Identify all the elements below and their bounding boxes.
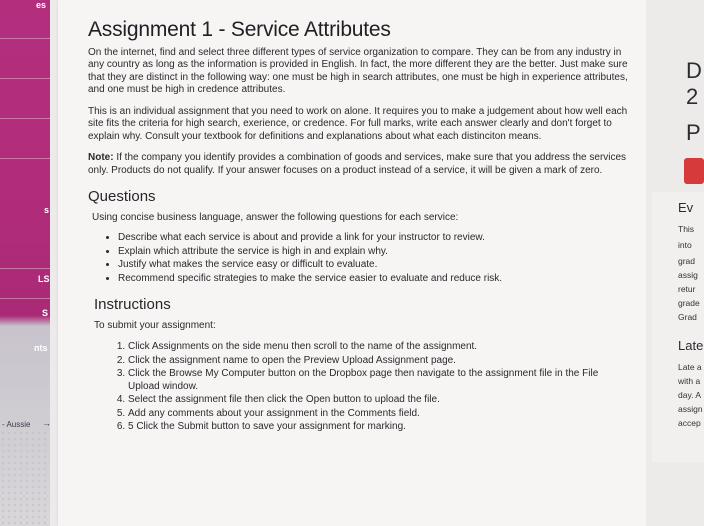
instruction-step: 4. Select the assignment file then click the Open button to upload the file. xyxy=(128,394,628,407)
sidebar-divider xyxy=(0,158,50,159)
right-big-letter: D xyxy=(686,58,702,83)
sidebar-item-ls[interactable]: LS xyxy=(38,274,50,284)
question-item: • Justify what makes the service easy or difficult to evaluate. xyxy=(118,259,628,272)
evaluation-line: into xyxy=(678,240,692,250)
sidebar-item-s[interactable]: s xyxy=(44,205,50,215)
instruction-step: 1. Click Assignments on the side menu then scroll to the name of the assignment. xyxy=(128,341,628,354)
note-text: If the company you identify provides a combination of goods and services, make sure that you address the services only. Products do not qualify. If your answer focuses on a product instead of a service, it will be given a mark of zero. xyxy=(88,152,627,176)
instructions-intro: To submit your assignment: xyxy=(94,319,216,331)
page-title: Assignment 1 - Service Attributes xyxy=(88,18,391,41)
sidebar-item-nts[interactable]: nts xyxy=(34,343,48,353)
note-label: Note: xyxy=(88,152,114,163)
instructions-steps xyxy=(98,341,628,434)
right-panel xyxy=(646,0,704,526)
question-item: • Recommend specific strategies to make the service easier to evaluate and reduce risk. xyxy=(118,273,628,286)
evaluation-line: This xyxy=(678,224,695,234)
intro-paragraph-1: On the internet, find and select three different types of service organization to compare. They can be from any industry in any country as long as the information is provided in English. In fact, the more different they are the better. Just make sure that they are distinct in the following way: one must be high in search attributes, one must be high in experience attributes, and one must be high in credence attributes. xyxy=(88,46,628,95)
instruction-step: 6. 5 Click the Submit button to save your assignment for marking. xyxy=(128,421,628,434)
sidebar-divider xyxy=(0,118,50,119)
evaluation-line: Grad xyxy=(678,312,697,322)
sidebar-divider xyxy=(0,268,50,269)
sidebar-item-es[interactable]: es xyxy=(36,0,47,10)
arrow-right-icon[interactable]: → xyxy=(42,418,51,428)
questions-heading: Questions xyxy=(88,188,156,205)
left-sidebar xyxy=(0,0,50,526)
instruction-step: 3. Click the Browse My Computer button on the Dropbox page then navigate to the assignment file in the File Upload window. xyxy=(128,368,628,393)
question-item: • Explain which attribute the service is high in and explain why. xyxy=(118,246,628,259)
right-big-letter: P xyxy=(686,120,701,145)
assignment-page xyxy=(58,0,646,526)
late-heading: Late xyxy=(678,338,704,353)
evaluation-line: assig xyxy=(678,270,698,280)
sidebar-divider xyxy=(0,38,50,39)
right-action-button[interactable] xyxy=(684,158,704,184)
intro-paragraph-2: This is an individual assignment that you need to work on alone. It requires you to make a judgement about how well each site fits the criteria for high search, exerience, or credence. For full marks, write each answer clearly and don't forget to explain why. Consult your textbook for definitions and explanations about what each distinciton means. xyxy=(88,105,628,142)
right-big-letter: 2 xyxy=(686,84,699,109)
instructions-heading: Instructions xyxy=(94,296,171,313)
late-line: Late a xyxy=(678,362,702,372)
sidebar-item-s2[interactable]: S xyxy=(42,308,49,318)
note-paragraph xyxy=(88,152,628,177)
questions-list xyxy=(88,232,628,285)
evaluation-line: retur xyxy=(678,284,696,294)
late-line: with a xyxy=(678,376,701,386)
evaluation-line: grad xyxy=(678,256,696,266)
evaluation-line: grade xyxy=(678,298,700,308)
late-line: assign xyxy=(678,404,703,414)
sidebar-pattern xyxy=(0,430,50,526)
assignment-content xyxy=(88,18,628,435)
sidebar-divider xyxy=(0,298,50,299)
late-line: accep xyxy=(678,418,701,428)
instruction-step: 2. Click the assignment name to open the Preview Upload Assignment page. xyxy=(128,355,628,368)
evaluation-heading: Ev xyxy=(678,200,694,215)
question-item: • Describe what each service is about and provide a link for your instructor to review. xyxy=(118,232,628,245)
instruction-step: 5. Add any comments about your assignment in the Comments field. xyxy=(128,408,628,421)
questions-intro: Using concise business language, answer the following questions for each service: xyxy=(92,211,459,223)
sidebar-link-aussie[interactable]: - Aussie xyxy=(2,420,31,429)
late-line: day. A xyxy=(678,390,701,400)
sidebar-divider xyxy=(0,78,50,79)
